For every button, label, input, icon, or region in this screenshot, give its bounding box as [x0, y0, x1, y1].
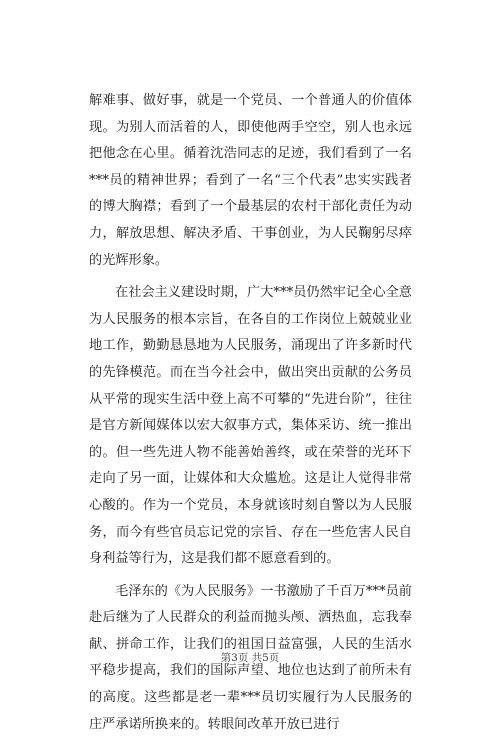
- paragraph-continued: 解难事、做好事，就是一个党员、一个普通人的价值体现。为别人而活着的人，即使他两手空空，别人也永远把他念在心里。循着沈浩同志的足迹，我们看到了一名***员的精神世界；看到了一名“三个代表”忠实实践者的博大胸襟；看到了一个最基层的农村干部化责任为动力，解放思想、解决矛盾、干事创业，为人民鞠躬尽瘁的光辉形象。: [89, 93, 412, 268]
- paragraph: 在社会主义建设时期，广大***员仍然牢记全心全意为人民服务的根本宗旨，在各自的工作岗位上兢兢业业地工作，勤勤恳恳地为人民服务，涌现出了许多新时代的先锋模范。而在当今社会中，做出突出贡献的公务员从平常的现实生活中登上高不可攀的“先进台阶”，往往是官方新闻媒体以宏大叙事方式，集体采访、统一推出的。但一些先进人物不能善始善终，或在荣誉的光环下走向了另一面，让媒体和大众尴尬。这是让人觉得非常心酸的。作为一个党员，本身就该时刻自警以为人民服务，而今有些官员忘记党的宗旨、存在一些危害人民自身利益等行为，这是我们都不愿意看到的。: [89, 285, 412, 567]
- page-footer: 第3页 共5页: [220, 652, 280, 664]
- document-body: [89, 88, 412, 748]
- paragraph: 毛泽东的《为人民服务》一书激励了千百万***员前赴后继为了人民群众的利益而抛头颅、洒热血，忘我奉献、拼命工作，让我们的祖国日益富强，人民的生活水平稳步提高，我们的国际声望、地位也达到了前所未有的高度。这些都是老一辈***员切实履行为人民服务的庄严承诺所换来的。转眼间改革开放已进行: [89, 583, 412, 732]
